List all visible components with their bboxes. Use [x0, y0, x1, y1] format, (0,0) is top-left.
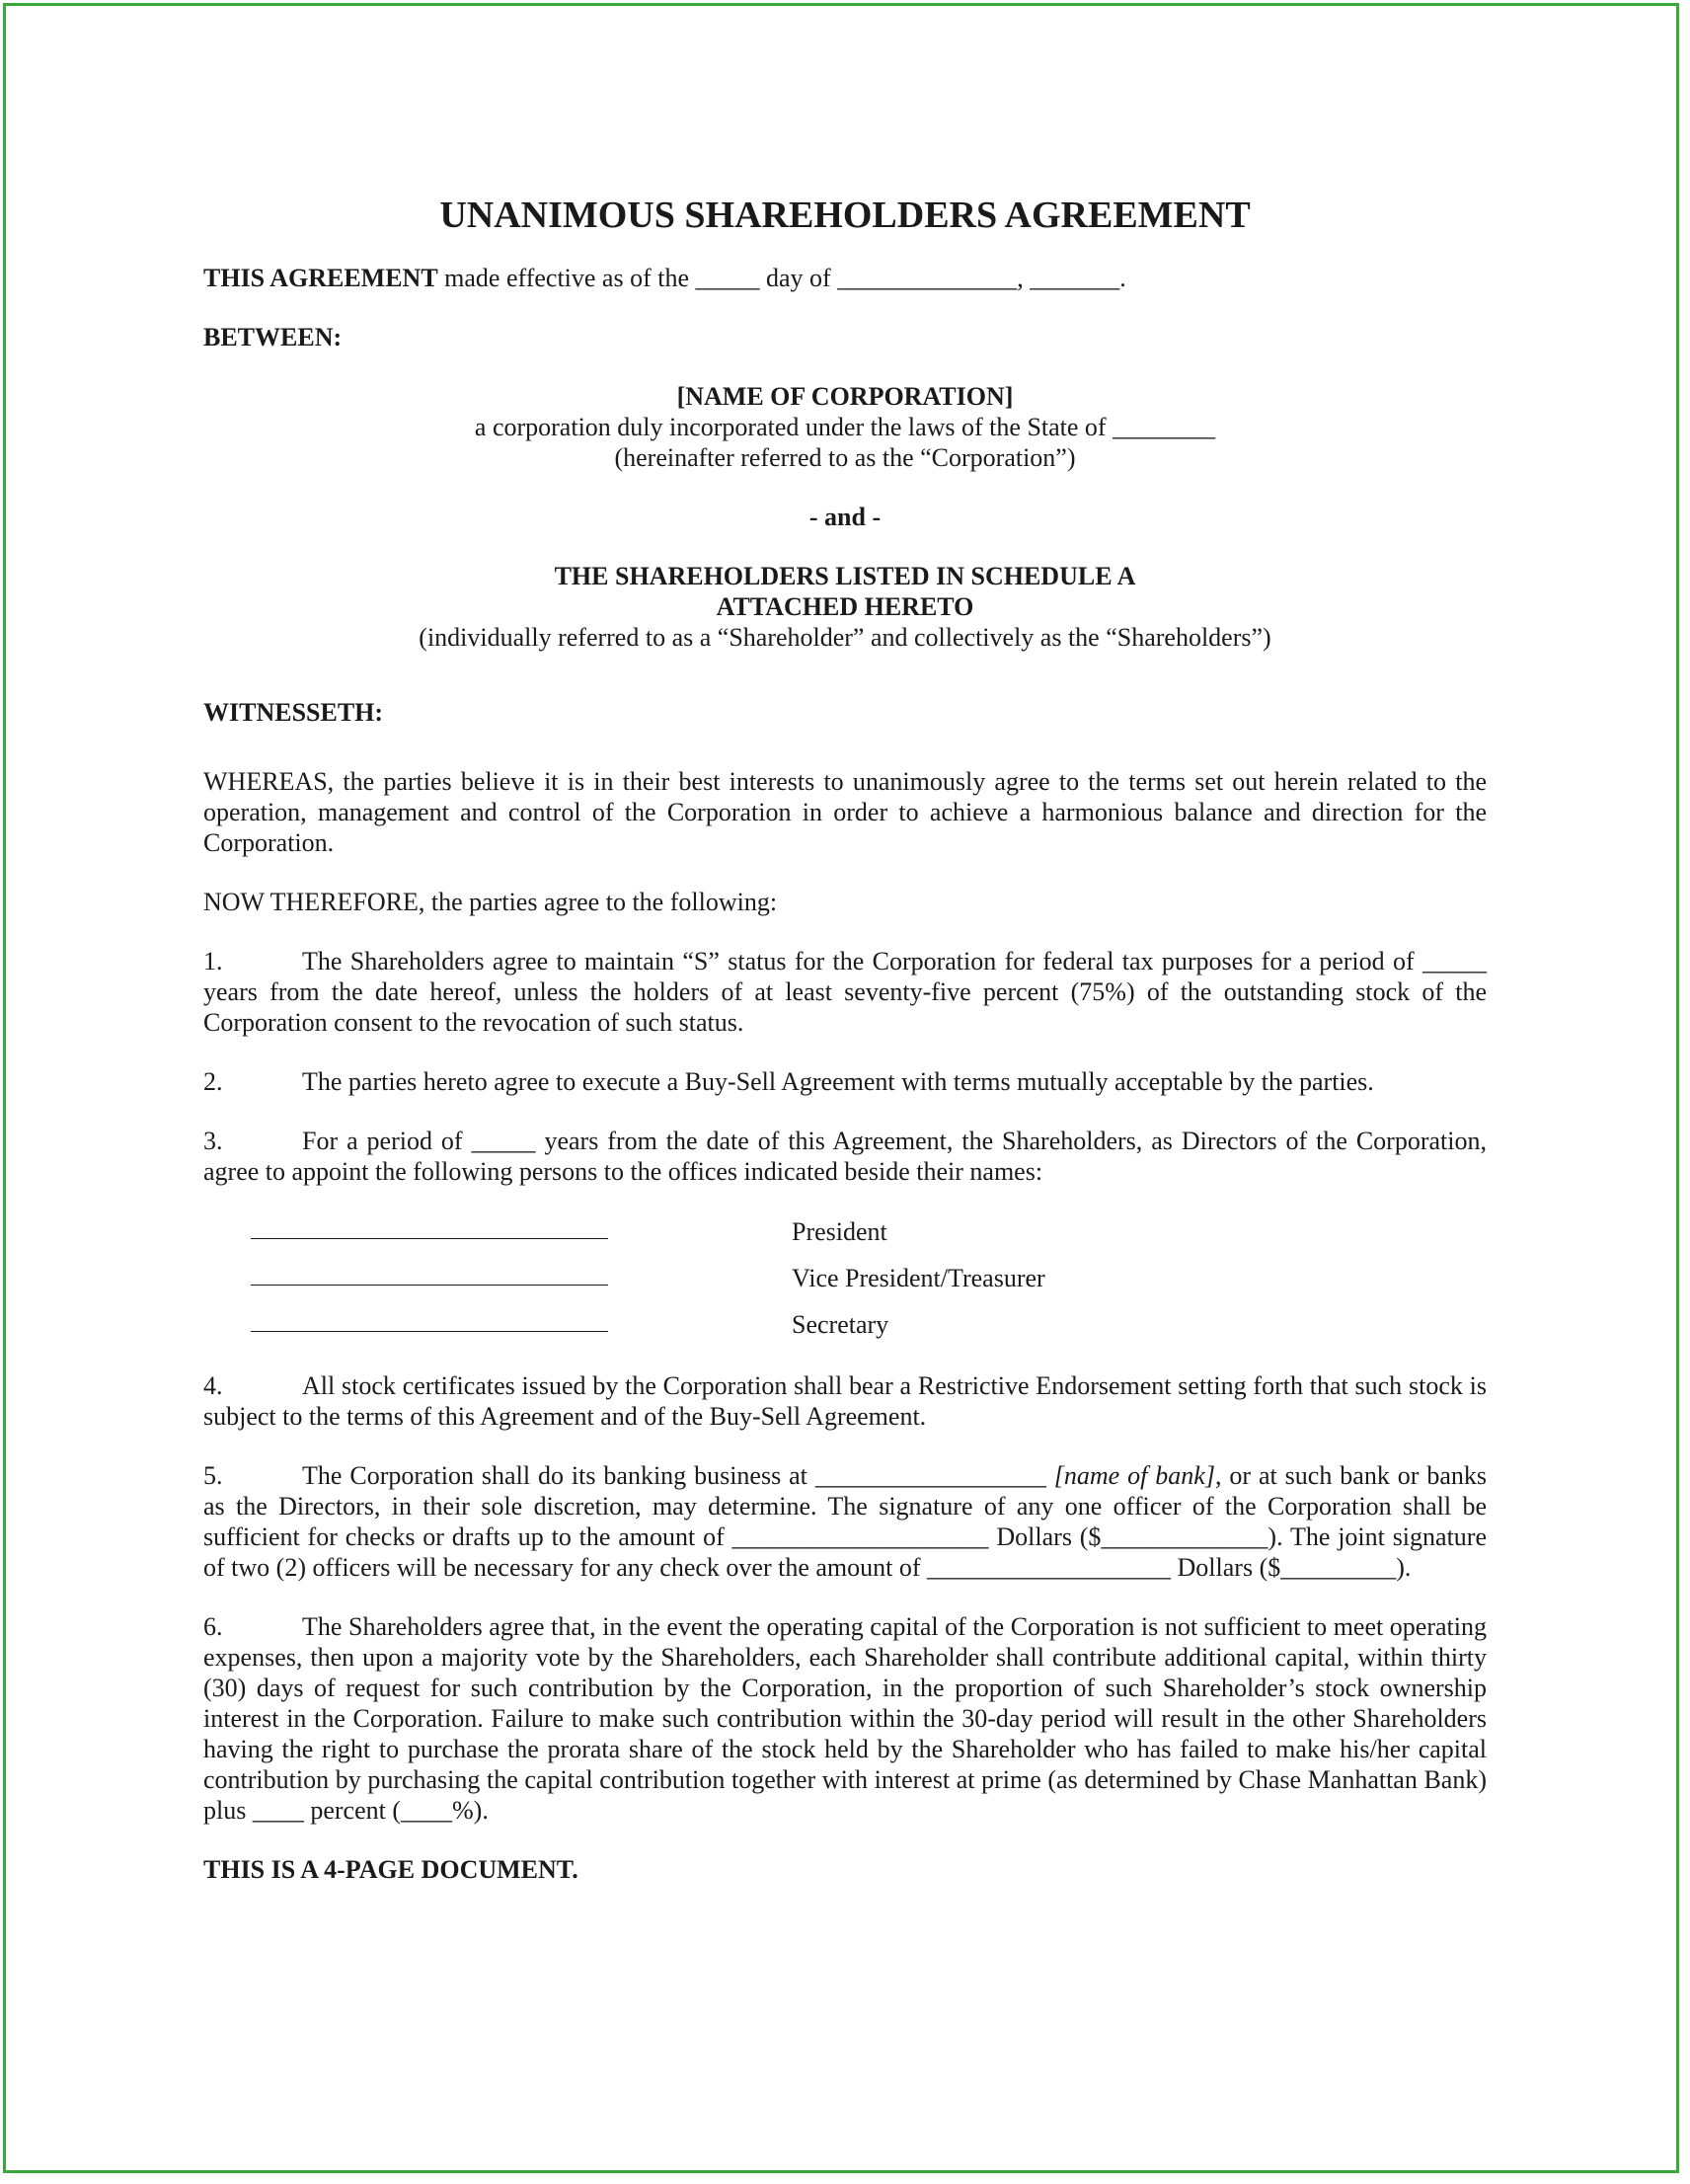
party-corporation	[203, 381, 1487, 473]
clause-text: The Shareholders agree that, in the event the operating capital of the Corporation is not sufficient to meet operating expenses, then upon a majority vote by the Shareholders, each Shareholder shall contribute additional capital, within thirty (30) days of request for such contribution by the Corporation, in the proportion of such Shareholder’s stock ownership interest in the Corporation. Failure to make such contribution within the 30-day period will result in the other Shareholders having the right to purchase the prorata share of the stock held by the Shareholder who has failed to make his/her capital contribution by purchasing the capital contribution together with interest at prime (as determined by Chase Manhattan Bank) plus ____ percent (____%).	[203, 1612, 1487, 1825]
clause-5	[203, 1460, 1487, 1583]
preamble	[203, 263, 1487, 293]
and-separator: - and -	[808, 503, 882, 531]
clause-4	[203, 1370, 1487, 1432]
officer-name-line	[251, 1263, 608, 1286]
shareholders-line: (individually referred to as a “Shareholder” and collectively as the “Shareholders”)	[419, 623, 1271, 652]
document-title: UNANIMOUS SHAREHOLDERS AGREEMENT	[439, 195, 1251, 236]
clause-number: 2.	[203, 1067, 223, 1096]
officer-title: President	[792, 1217, 887, 1246]
clause-6	[203, 1611, 1487, 1826]
officer-title: Secretary	[792, 1310, 889, 1339]
between-heading: BETWEEN:	[203, 323, 343, 351]
corporation-line-1: a corporation duly incorporated under the laws of the State of ________	[474, 413, 1216, 441]
clause-text-b: , or at such bank or banks as the Directors, in their sole discretion, may determine. The signature of any one officer of the Corporation shall be sufficient for checks or drafts up to the amount of ____________________ Dollars ($_____________). The joint signature of two (2) officers will be necessary for any check over the amount of ___________________ Dollars ($_________).	[203, 1461, 1487, 1582]
officer-title: Vice President/Treasurer	[792, 1264, 1045, 1292]
corporation-name: [NAME OF CORPORATION]	[676, 382, 1014, 411]
clause-number: 3.	[203, 1127, 223, 1155]
officer-name-line	[251, 1309, 608, 1332]
clause-text: For a period of _____ years from the date of this Agreement, the Shareholders, as Directors of the Corporation, agree to appoint the following persons to the offices indicated beside their names:	[203, 1127, 1487, 1186]
officer-row	[251, 1263, 1487, 1309]
clause-number: 6.	[203, 1612, 223, 1641]
officer-row	[251, 1309, 1487, 1343]
page-count-footer: THIS IS A 4-PAGE DOCUMENT.	[203, 1855, 578, 1884]
shareholders-name-1: THE SHAREHOLDERS LISTED IN SCHEDULE A	[554, 562, 1136, 590]
clause-3	[203, 1126, 1487, 1187]
whereas-paragraph: WHEREAS, the parties believe it is in their best interests to unanimously agree to the terms set out herein related to the operation, management and control of the Corporation in order to achieve a harmonious balance and direction for the Corporation.	[203, 767, 1487, 857]
clause-number: 5.	[203, 1461, 223, 1490]
officer-list	[251, 1216, 1487, 1343]
clause-number: 4.	[203, 1371, 223, 1400]
party-shareholders	[203, 561, 1487, 653]
clause-text: All stock certificates issued by the Corporation shall bear a Restrictive Endorsement setting forth that such stock is subject to the terms of this Agreement and of the Buy-Sell Agreement.	[203, 1371, 1487, 1431]
shareholders-name-2: ATTACHED HERETO	[716, 592, 974, 621]
now-therefore-paragraph: NOW THEREFORE, the parties agree to the following:	[203, 888, 778, 916]
officer-row	[251, 1216, 1487, 1263]
bank-name-placeholder: [name of bank]	[1053, 1461, 1215, 1490]
corporation-line-2: (hereinafter referred to as the “Corporation”)	[614, 443, 1076, 472]
document-page	[203, 194, 1487, 1885]
officer-name-line	[251, 1216, 608, 1239]
preamble-text: made effective as of the _____ day of ______________, _______.	[437, 264, 1126, 292]
clause-text: The Shareholders agree to maintain “S” status for the Corporation for federal tax purposes for a period of _____ years from the date hereof, unless the holders of at least seventy-five percent (75%) of the outstanding stock of the Corporation consent to the revocation of such status.	[203, 947, 1487, 1037]
clause-1	[203, 946, 1487, 1038]
clause-number: 1.	[203, 947, 223, 975]
clause-2	[203, 1066, 1487, 1097]
clause-text: The parties hereto agree to execute a Buy-Sell Agreement with terms mutually acceptable by the parties.	[302, 1067, 1374, 1096]
clause-text-a: The Corporation shall do its banking business at __________________	[302, 1461, 1054, 1490]
preamble-bold: THIS AGREEMENT	[203, 264, 438, 292]
witnesseth-heading: WITNESSETH:	[203, 698, 384, 727]
